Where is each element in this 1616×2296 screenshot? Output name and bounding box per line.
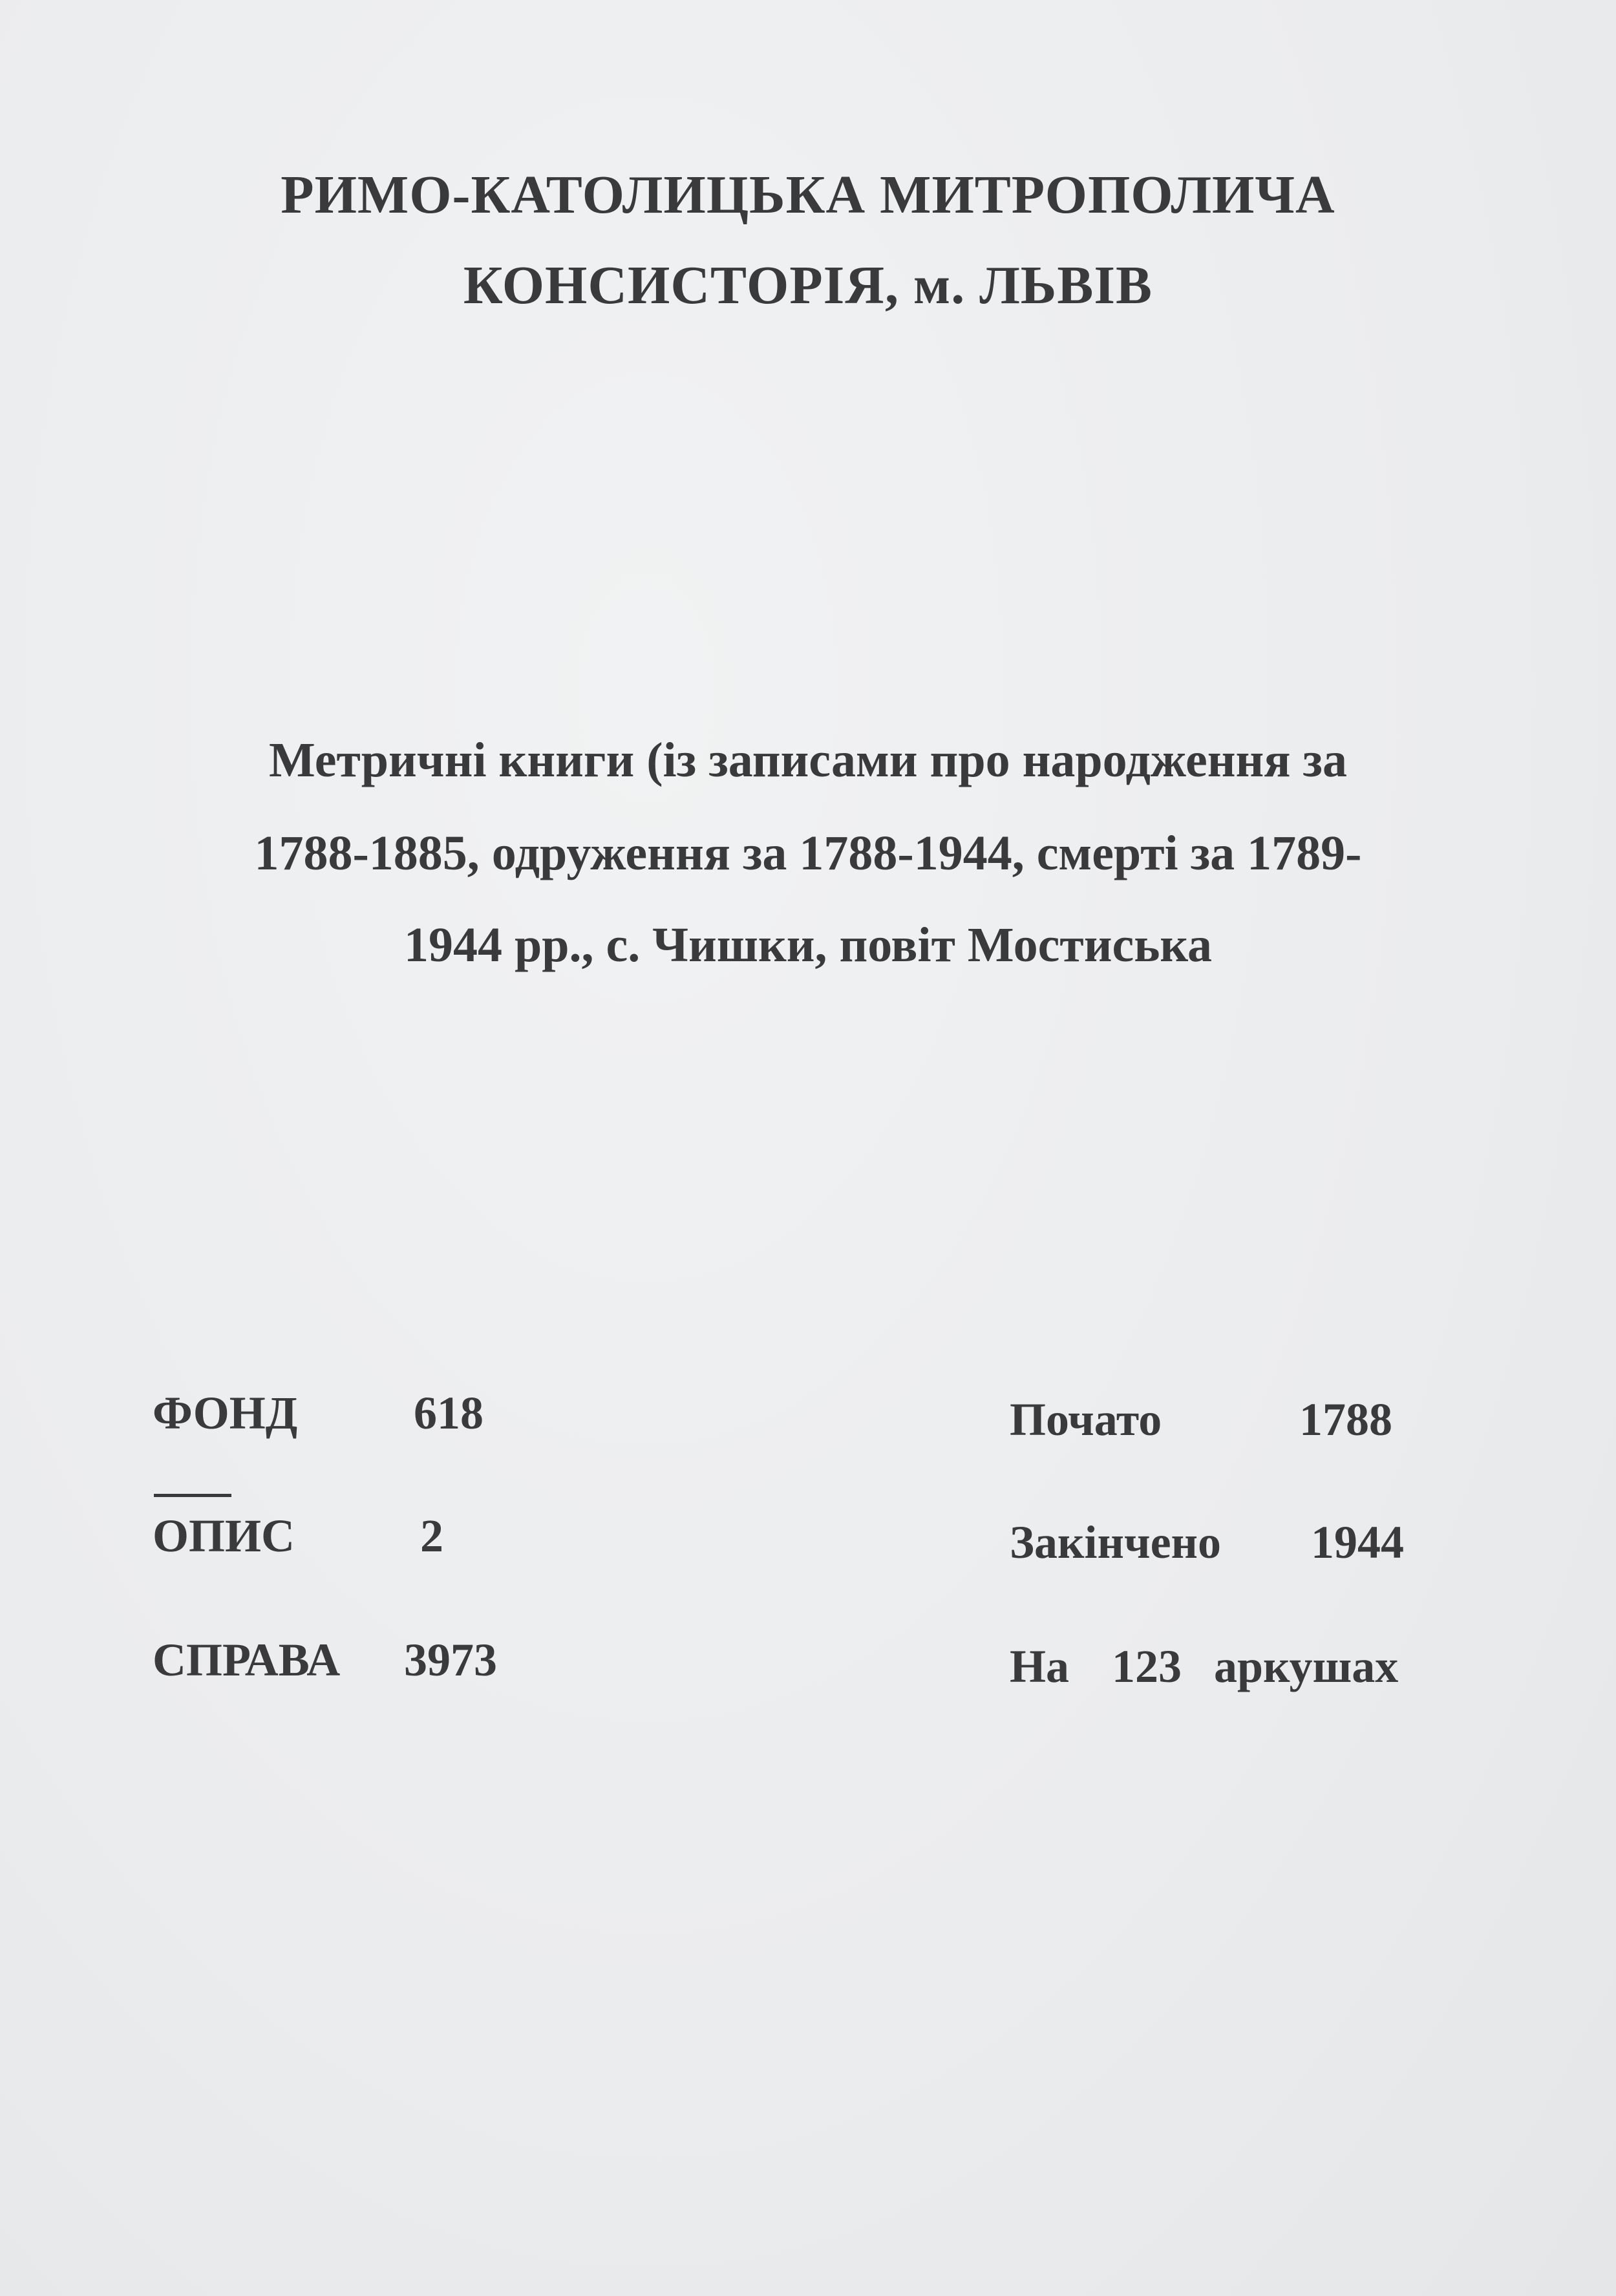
sprava-value: 3973	[404, 1634, 497, 1686]
end-label: Закінчено	[1010, 1516, 1222, 1568]
start-value: 1788	[1299, 1394, 1392, 1445]
heading-line-1: РИМО-КАТОЛИЦЬКА МИТРОПОЛИЧА	[281, 165, 1335, 225]
sheets-count: 123	[1112, 1641, 1182, 1692]
sprava-label: СПРАВА	[153, 1634, 341, 1686]
fond-label: ФОНД	[153, 1387, 298, 1439]
title-line-1: Метричні книги (із записами про народження за	[269, 733, 1347, 787]
fond-value: 618	[414, 1387, 484, 1439]
opys-label: ОПИС	[153, 1510, 295, 1562]
opys-overline	[154, 1494, 231, 1497]
opys-value: 2	[420, 1510, 443, 1562]
end-value: 1944	[1311, 1516, 1404, 1568]
heading-line-2: КОНСИСТОРІЯ, м. ЛЬВІВ	[463, 255, 1153, 315]
start-label: Почато	[1010, 1394, 1162, 1445]
title-line-2: 1788-1885, одруження за 1788-1944, смерті за 1789-	[254, 826, 1362, 880]
sheets-suffix: аркушах	[1214, 1641, 1399, 1692]
title-line-3: 1944 рр., с. Чишки, повіт Мостиська	[403, 918, 1213, 972]
sheets-prefix: На	[1010, 1641, 1070, 1692]
